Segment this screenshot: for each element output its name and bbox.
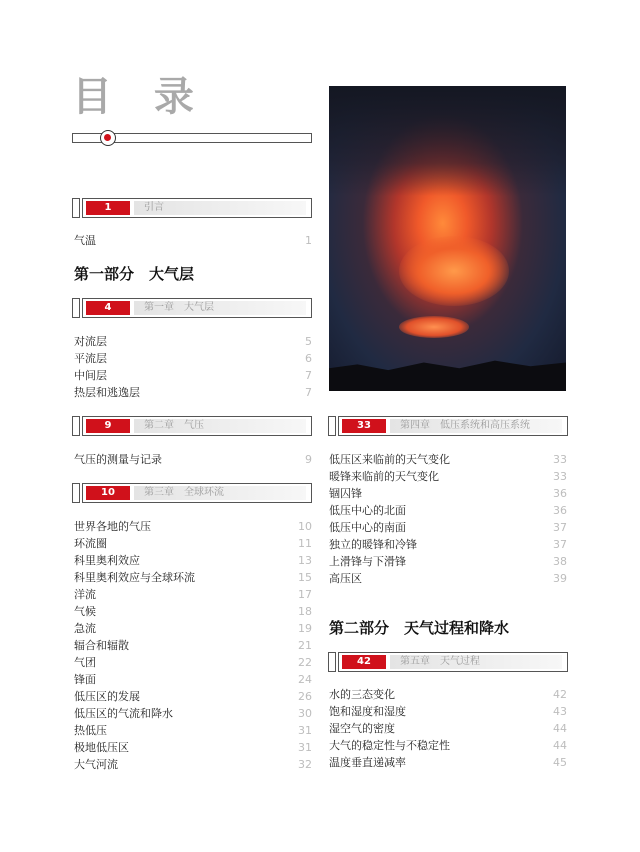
toc-entry[interactable]	[74, 333, 312, 350]
entry-page-number: 44	[553, 722, 567, 735]
entry-page-number: 6	[305, 352, 312, 365]
toc-entry[interactable]	[329, 754, 567, 771]
chapter-number: 4	[86, 301, 130, 315]
entry-page-number: 13	[298, 554, 312, 567]
chapter-3-entries	[74, 518, 312, 773]
entry-page-number: 30	[298, 707, 312, 720]
entry-title: 极地低压区	[74, 741, 129, 754]
entry-title: 大气河流	[74, 758, 118, 771]
toc-entry[interactable]	[329, 570, 567, 587]
toc-entry[interactable]	[329, 720, 567, 737]
entry-page-number: 37	[553, 538, 567, 551]
toc-entry[interactable]	[74, 451, 312, 468]
entry-page-number: 43	[553, 705, 567, 718]
entry-page-number: 22	[298, 656, 312, 669]
chapter-4-entries	[329, 451, 567, 587]
chapter-number: 1	[86, 201, 130, 215]
entry-title: 中间层	[74, 369, 107, 382]
page-title: 目 录	[72, 74, 208, 120]
entry-page-number: 9	[305, 453, 312, 466]
entry-page-number: 7	[305, 369, 312, 382]
intro-entries	[74, 232, 312, 249]
chapter-title: 第五章 天气过程	[400, 656, 480, 667]
chapter-title: 第三章 全球环流	[144, 487, 224, 498]
entry-page-number: 36	[553, 504, 567, 517]
chapter-title: 引言	[144, 202, 164, 213]
chapter-5-entries	[329, 686, 567, 771]
toc-entry[interactable]	[329, 686, 567, 703]
entry-page-number: 19	[298, 622, 312, 635]
entry-page-number: 33	[553, 470, 567, 483]
chapter-title: 第一章 大气层	[144, 302, 214, 313]
chapter-header-1[interactable]	[72, 298, 312, 320]
toc-entry[interactable]	[329, 468, 567, 485]
entry-page-number: 32	[298, 758, 312, 771]
entry-title: 科里奥利效应与全球环流	[74, 571, 195, 584]
entry-title: 暖锋来临前的天气变化	[329, 470, 439, 483]
chapter-header-2[interactable]	[72, 416, 312, 438]
toc-entry[interactable]	[74, 586, 312, 603]
entry-title: 热低压	[74, 724, 107, 737]
chapter-header-intro[interactable]	[72, 198, 312, 220]
title-ornament	[72, 130, 312, 144]
entry-page-number: 1	[305, 234, 312, 247]
entry-title: 平流层	[74, 352, 107, 365]
entry-page-number: 15	[298, 571, 312, 584]
toc-entry[interactable]	[74, 569, 312, 586]
entry-page-number: 11	[298, 537, 312, 550]
toc-entry[interactable]	[74, 603, 312, 620]
entry-page-number: 10	[298, 520, 312, 533]
entry-page-number: 18	[298, 605, 312, 618]
entry-title: 锋面	[74, 673, 96, 686]
entry-title: 低压中心的北面	[329, 504, 406, 517]
entry-title: 高压区	[329, 572, 362, 585]
storm-cloud-photo	[329, 86, 566, 391]
toc-entry[interactable]	[329, 703, 567, 720]
entry-title: 环流圈	[74, 537, 107, 550]
entry-page-number: 5	[305, 335, 312, 348]
toc-entry[interactable]	[329, 519, 567, 536]
chapter-title: 第四章 低压系统和高压系统	[400, 420, 530, 431]
toc-entry[interactable]	[74, 232, 312, 249]
entry-title: 气压的测量与记录	[74, 453, 162, 466]
entry-title: 低压区来临前的天气变化	[329, 453, 450, 466]
toc-entry[interactable]	[329, 553, 567, 570]
entry-title: 世界各地的气压	[74, 520, 151, 533]
entry-page-number: 24	[298, 673, 312, 686]
entry-page-number: 39	[553, 572, 567, 585]
toc-entry[interactable]	[74, 350, 312, 367]
entry-page-number: 31	[298, 724, 312, 737]
toc-entry[interactable]	[74, 535, 312, 552]
toc-entry[interactable]	[329, 536, 567, 553]
toc-entry[interactable]	[74, 671, 312, 688]
entry-title: 上滑锋与下滑锋	[329, 555, 406, 568]
entry-title: 对流层	[74, 335, 107, 348]
chapter-number: 42	[342, 655, 386, 669]
part-heading-2: 第二部分 天气过程和降水	[329, 619, 510, 637]
entry-title: 低压区的发展	[74, 690, 140, 703]
entry-title: 湿空气的密度	[329, 722, 395, 735]
entry-title: 气候	[74, 605, 96, 618]
entry-page-number: 7	[305, 386, 312, 399]
chapter-header-3[interactable]	[72, 483, 312, 505]
toc-entry[interactable]	[74, 518, 312, 535]
chapter-header-5[interactable]	[328, 652, 568, 674]
entry-page-number: 45	[553, 756, 567, 769]
entry-page-number: 38	[553, 555, 567, 568]
entry-title: 急流	[74, 622, 96, 635]
entry-title: 辐合和辐散	[74, 639, 129, 652]
entry-page-number: 17	[298, 588, 312, 601]
toc-entry[interactable]	[74, 756, 312, 773]
toc-entry[interactable]	[74, 367, 312, 384]
toc-entry[interactable]	[74, 739, 312, 756]
chapter-number: 9	[86, 419, 130, 433]
toc-entry[interactable]	[74, 688, 312, 705]
entry-page-number: 26	[298, 690, 312, 703]
entry-title: 气温	[74, 234, 96, 247]
entry-page-number: 44	[553, 739, 567, 752]
chapter-2-entries	[74, 451, 312, 468]
entry-title: 科里奥利效应	[74, 554, 140, 567]
entry-page-number: 31	[298, 741, 312, 754]
entry-page-number: 36	[553, 487, 567, 500]
chapter-number: 33	[342, 419, 386, 433]
entry-title: 独立的暖锋和冷锋	[329, 538, 417, 551]
toc-entry[interactable]	[329, 451, 567, 468]
entry-title: 气团	[74, 656, 96, 669]
entry-title: 温度垂直递减率	[329, 756, 406, 769]
chapter-number: 10	[86, 486, 130, 500]
chapter-title: 第二章 气压	[144, 420, 204, 431]
entry-title: 洋流	[74, 588, 96, 601]
entry-page-number: 33	[553, 453, 567, 466]
chapter-header-4[interactable]	[328, 416, 568, 438]
red-dot-icon	[104, 134, 111, 141]
entry-title: 锢囚锋	[329, 487, 362, 500]
entry-title: 大气的稳定性与不稳定性	[329, 739, 450, 752]
entry-title: 饱和湿度和湿度	[329, 705, 406, 718]
entry-title: 水的三态变化	[329, 688, 395, 701]
toc-entry[interactable]	[329, 502, 567, 519]
chapter-1-entries	[74, 333, 312, 401]
toc-entry[interactable]	[74, 552, 312, 569]
part-heading-1: 第一部分 大气层	[74, 265, 195, 283]
entry-title: 热层和逃逸层	[74, 386, 140, 399]
entry-page-number: 37	[553, 521, 567, 534]
entry-title: 低压区的气流和降水	[74, 707, 173, 720]
entry-page-number: 42	[553, 688, 567, 701]
entry-page-number: 21	[298, 639, 312, 652]
entry-title: 低压中心的南面	[329, 521, 406, 534]
toc-entry[interactable]	[329, 737, 567, 754]
toc-entry[interactable]	[74, 620, 312, 637]
toc-entry[interactable]	[329, 485, 567, 502]
toc-entry[interactable]	[74, 722, 312, 739]
toc-entry[interactable]	[74, 384, 312, 401]
toc-entry[interactable]	[74, 654, 312, 671]
toc-entry[interactable]	[74, 705, 312, 722]
toc-entry[interactable]	[74, 637, 312, 654]
